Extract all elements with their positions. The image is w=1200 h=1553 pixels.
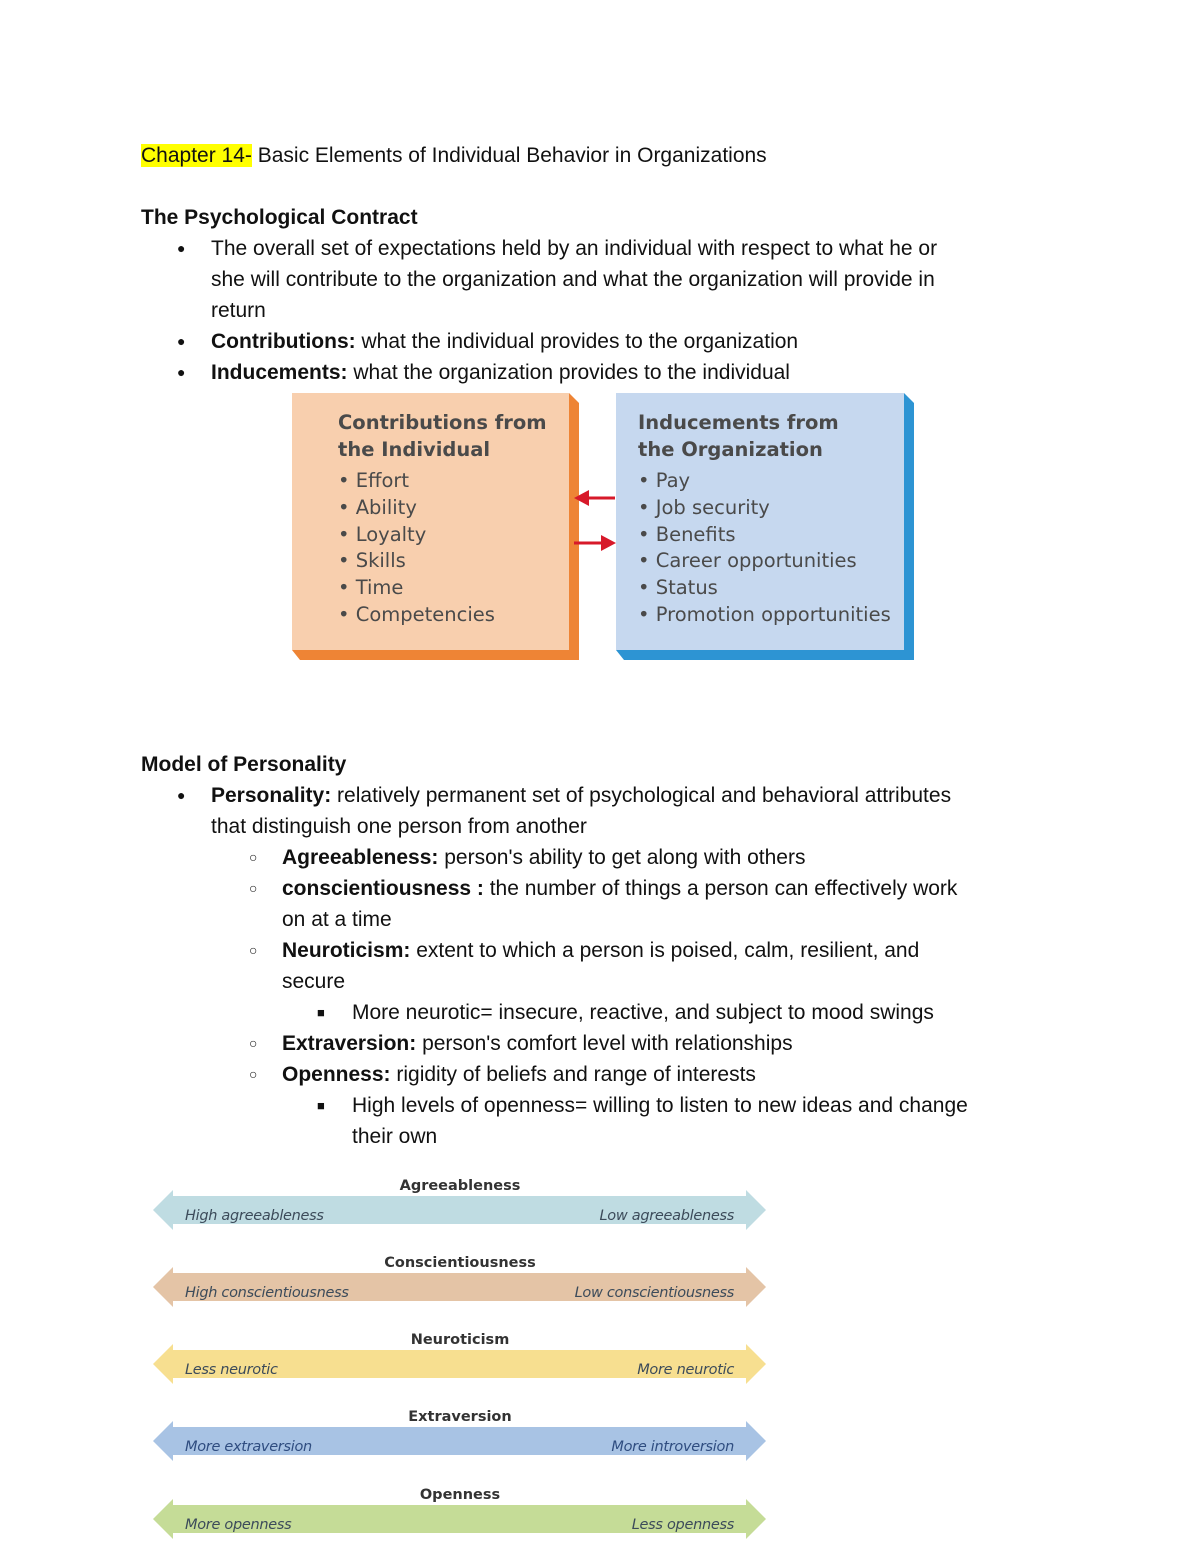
inducement-item: • Status: [638, 576, 718, 600]
bullet-circle-icon: ○: [249, 1035, 258, 1051]
neuroticism-text2: secure: [282, 970, 346, 993]
trait-left-label: More extraversion: [185, 1439, 312, 1455]
contributions-title-line2: the Individual: [338, 438, 491, 461]
conscientiousness-definition: [282, 873, 957, 904]
contributions-content: [338, 409, 568, 629]
neuroticism-sub-point: More neurotic= insecure, reactive, and subject to mood swings: [352, 1001, 934, 1024]
trait-title-conscientiousness: Conscientiousness: [384, 1255, 536, 1271]
contribution-item: • Skills: [338, 549, 406, 573]
bullet-square-icon: ■: [317, 1098, 325, 1113]
psych-contract-heading: The Psychological Contract: [141, 206, 418, 229]
bullet-circle-icon: ○: [249, 849, 258, 865]
trait-left-label: High conscientiousness: [185, 1285, 349, 1301]
trait-left-label: More openness: [185, 1517, 292, 1533]
agreeableness-definition: [282, 842, 805, 873]
agreeableness-text: person's ability to get along with others: [438, 846, 806, 869]
personality-term: Personality:: [211, 784, 332, 807]
conscientiousness-term: conscientiousness :: [282, 877, 484, 900]
openness-definition: [282, 1059, 756, 1090]
bullet-square-icon: ■: [317, 1005, 325, 1020]
contract-diagram: [0, 0, 1200, 700]
bullet-circle-icon: ○: [249, 1066, 258, 1082]
chapter-title: Basic Elements of Individual Behavior in Organizations: [251, 144, 767, 167]
trait-title-extraversion: Extraversion: [408, 1409, 512, 1425]
inducement-item: • Promotion opportunities: [638, 602, 891, 626]
conscientiousness-text1: the number of things a person can effectively work: [483, 877, 958, 900]
openness-text: rigidity of beliefs and range of interests: [390, 1063, 756, 1086]
inducement-item: • Career opportunities: [638, 549, 857, 573]
inducements-title-line2: the Organization: [638, 438, 823, 461]
trait-right-label: More introversion: [611, 1439, 734, 1455]
bullet-circle-icon: ○: [249, 880, 258, 896]
neuroticism-term: Neuroticism:: [282, 939, 411, 962]
psych-contract-def-line1: The overall set of expectations held by an individual with respect to what he or: [211, 237, 938, 260]
inducement-item: • Job security: [638, 495, 770, 519]
openness-sub-line2: their own: [352, 1125, 438, 1148]
contribution-item: • Ability: [338, 495, 417, 519]
contributions-text: what the individual provides to the organization: [355, 330, 799, 353]
trait-left-label: Less neurotic: [185, 1362, 278, 1378]
extraversion-text: person's comfort level with relationships: [416, 1032, 793, 1055]
neuroticism-definition: [282, 935, 919, 966]
trait-right-label: Less openness: [631, 1517, 734, 1533]
personality-heading: Model of Personality: [141, 753, 347, 776]
trait-title-agreeableness: Agreeableness: [399, 1178, 521, 1194]
trait-right-label: More neurotic: [637, 1362, 734, 1378]
contributions-title-line1: Contributions from: [338, 411, 547, 434]
psych-contract-def-line3: return: [211, 299, 266, 322]
personality-def-line2: that distinguish one person from another: [211, 815, 587, 838]
inducement-item: • Pay: [638, 469, 691, 492]
personality-def-line1: [211, 780, 951, 811]
chapter-label-highlight: Chapter 14-: [141, 144, 252, 167]
bullet-disc-icon: ●: [177, 364, 186, 380]
personality-def-text1: relatively permanent set of psychological and behavioral attributes: [331, 784, 952, 807]
bullet-circle-icon: ○: [249, 942, 258, 958]
openness-term: Openness:: [282, 1063, 391, 1086]
contribution-item: • Time: [338, 576, 404, 600]
trait-title-openness: Openness: [419, 1487, 501, 1503]
inducements-content: [638, 409, 903, 629]
openness-sub-line1: High levels of openness= willing to listen to new ideas and change: [352, 1094, 968, 1117]
extraversion-term: Extraversion:: [282, 1032, 417, 1055]
inducements-title-line1: Inducements from: [638, 411, 839, 434]
contribution-item: • Loyalty: [338, 522, 427, 546]
arrow-left-icon: [574, 490, 615, 506]
bullet-disc-icon: ●: [177, 787, 186, 803]
arrow-right-icon: [574, 535, 616, 551]
bullet-disc-icon: ●: [177, 240, 186, 256]
trait-left-label: High agreeableness: [185, 1208, 324, 1224]
conscientiousness-text2: on at a time: [282, 908, 392, 931]
neuroticism-text1: extent to which a person is poised, calm, resilient, and: [410, 939, 920, 962]
agreeableness-term: Agreeableness:: [282, 846, 439, 869]
contribution-item: • Effort: [338, 469, 410, 492]
trait-title-neuroticism: Neuroticism: [410, 1332, 510, 1348]
extraversion-definition: [282, 1028, 793, 1059]
contributions-term: Contributions:: [211, 330, 356, 353]
trait-right-label: Low conscientiousness: [574, 1285, 734, 1301]
bullet-disc-icon: ●: [177, 333, 186, 349]
inducement-item: • Benefits: [638, 522, 736, 546]
psych-contract-def-line2: she will contribute to the organization and what the organization will provide in: [211, 268, 935, 291]
inducements-term: Inducements:: [211, 361, 348, 384]
contribution-item: • Competencies: [338, 602, 495, 626]
inducements-text: what the organization provides to the individual: [347, 361, 790, 384]
trait-right-label: Low agreeableness: [599, 1208, 734, 1224]
